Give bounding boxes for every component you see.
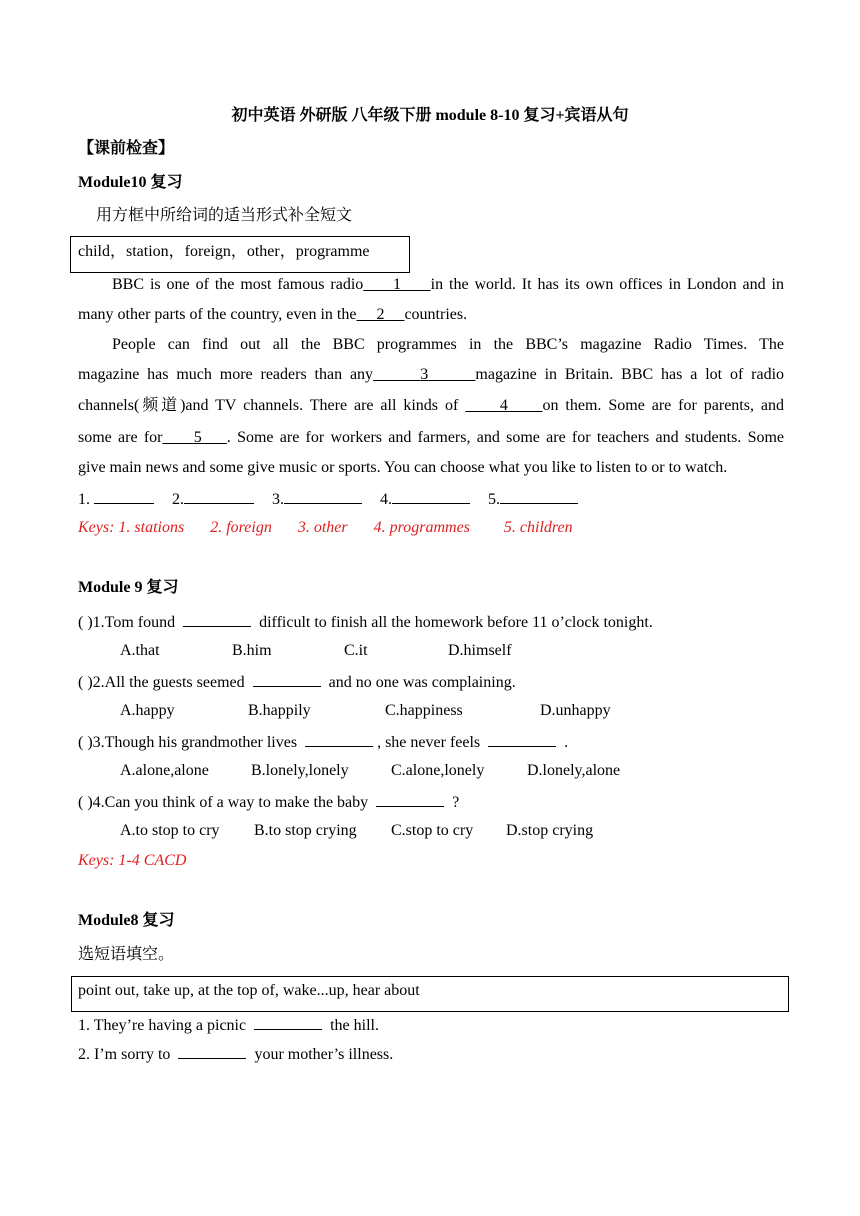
answer-blank-1[interactable] <box>94 488 154 504</box>
module8-item-2: 2. I’m sorry to your mother’s illness. <box>78 1043 784 1065</box>
blank-2[interactable]: 2 <box>376 306 385 323</box>
module8-item-1: 1. They’re having a picnic the hill. <box>78 1014 784 1036</box>
answer-lines: 1. 2. 3. 4. 5. <box>78 488 784 510</box>
question-1-option-b[interactable]: B.him <box>232 642 272 659</box>
module9-keys: Keys: 1-4 CACD <box>78 852 187 869</box>
module8-instruction: 选短语填空。 <box>78 946 175 963</box>
question-2-option-a[interactable]: A.happy <box>120 702 175 719</box>
question-3-blank-2[interactable] <box>488 731 556 747</box>
question-2-option-c[interactable]: C.happiness <box>385 702 463 719</box>
question-1-option-a[interactable]: A.that <box>120 642 160 659</box>
blank-1[interactable]: 1 <box>392 276 401 293</box>
question-3-option-a[interactable]: A.alone,alone <box>120 762 209 779</box>
passage-line-6: some are for 5 . Some are for workers and farmers, and some are for teachers and students. Some <box>78 429 785 446</box>
question-4-option-c[interactable]: C.stop to cry <box>391 822 474 839</box>
module9-heading: Module 9 复习 <box>78 579 179 596</box>
question-1-option-d[interactable]: D.himself <box>448 642 512 659</box>
question-1-option-c[interactable]: C.it <box>344 642 368 659</box>
question-3-stem: ( )3.Though his grandmother lives , she never feels . <box>78 731 784 753</box>
question-3-blank-1[interactable] <box>305 731 373 747</box>
question-4-option-b[interactable]: B.to stop crying <box>254 822 357 839</box>
blank-5[interactable]: 5 <box>193 429 202 446</box>
answer-blank-5[interactable] <box>500 488 578 504</box>
question-3-option-d[interactable]: D.lonely,alone <box>527 762 621 779</box>
phrase-box-text: point out, take up, at the top of, wake...up, hear about <box>78 982 420 999</box>
module10-instruction: 用方框中所给词的适当形式补全短文 <box>96 207 353 224</box>
answer-blank-3[interactable] <box>284 488 362 504</box>
passage-line-5: channels(频道)and TV channels. There are all kinds of 4 on them. Some are for parents, and <box>78 397 784 414</box>
passage-line-4: magazine has much more readers than any 3 magazine in Britain. BBC has a lot of radio <box>78 366 785 383</box>
passage-line-2: many other parts of the country, even in the 2 countries. <box>78 306 468 323</box>
question-4-option-d[interactable]: D.stop crying <box>506 822 594 839</box>
question-4-option-a[interactable]: A.to stop to cry <box>120 822 220 839</box>
passage-line-3: People can find out all the BBC programmes in the BBC’s magazine Radio Times. The <box>112 336 784 353</box>
question-2-option-b[interactable]: B.happily <box>248 702 311 719</box>
module10-keys: Keys: 1. stations 2. foreign 3. other 4. programmes 5. children <box>78 519 573 536</box>
question-1-stem: ( )1.Tom found difficult to finish all the homework before 11 o’clock tonight. <box>78 611 784 633</box>
question-2-stem: ( )2.All the guests seemed and no one was complaining. <box>78 671 784 693</box>
module10-heading: Module10 复习 <box>78 174 183 191</box>
answer-blank-2[interactable] <box>184 488 254 504</box>
passage-line-7: give main news and some give music or sports. You can choose what you like to listen to or to watch. <box>78 459 728 476</box>
question-4-blank[interactable] <box>376 791 444 807</box>
question-1-blank[interactable] <box>183 611 251 627</box>
passage-line-1: BBC is one of the most famous radio 1 in the world. It has its own offices in London and in <box>112 276 785 293</box>
blank-3[interactable]: 3 <box>420 366 429 383</box>
module8-heading: Module8 复习 <box>78 912 175 929</box>
question-3-option-c[interactable]: C.alone,lonely <box>391 762 485 779</box>
question-2-option-d[interactable]: D.unhappy <box>540 702 611 719</box>
word-box-text: child，station，foreign，other，programme <box>78 243 370 260</box>
module8-item-2-blank[interactable] <box>178 1043 246 1059</box>
question-2-blank[interactable] <box>253 671 321 687</box>
page-title: 初中英语 外研版 八年级下册 module 8-10 复习+宾语从句 <box>231 107 629 124</box>
module8-item-1-blank[interactable] <box>254 1014 322 1030</box>
question-4-stem: ( )4.Can you think of a way to make the baby ? <box>78 791 784 813</box>
blank-4[interactable]: 4 <box>499 397 508 414</box>
section-heading-check: 【课前检查】 <box>78 140 175 157</box>
question-3-option-b[interactable]: B.lonely,lonely <box>251 762 349 779</box>
answer-blank-4[interactable] <box>392 488 470 504</box>
